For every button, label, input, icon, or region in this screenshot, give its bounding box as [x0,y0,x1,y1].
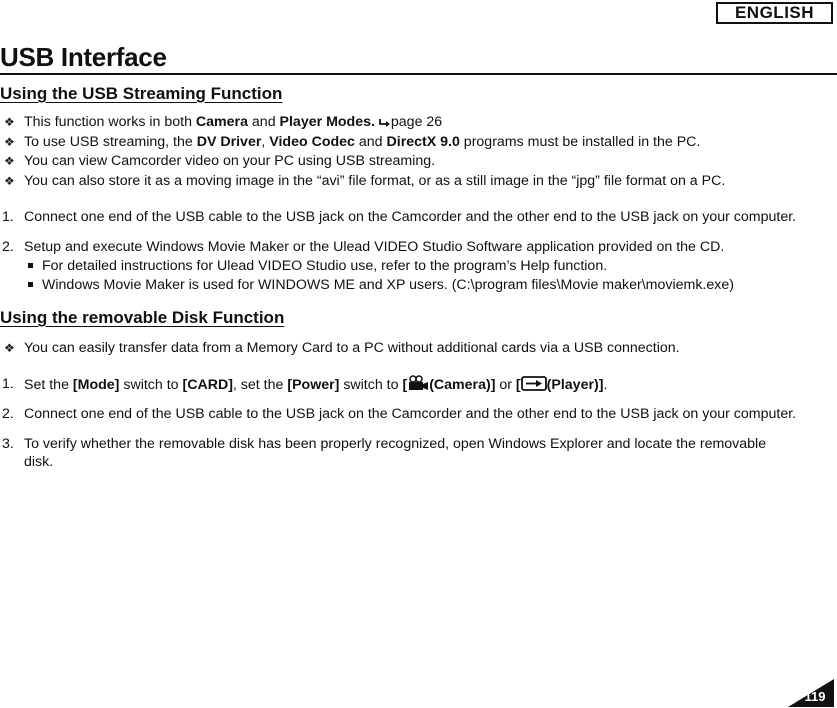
streaming-step-1: Connect one end of the USB cable to the USB jack on the Camcorder and the other end to the USB jack on your computer. [24,209,797,225]
streaming-subitem-1: For detailed instructions for Ulead VIDEO Studio use, refer to the program’s Help function. [42,258,608,274]
four-diamond-bullet-icon: ❖ [4,154,15,168]
step-number: 3. [2,436,14,452]
square-bullet-icon [28,263,33,268]
four-diamond-bullet-icon: ❖ [4,341,15,355]
player-icon [521,376,547,396]
step-number: 2. [2,239,14,255]
removable-bullet-1: You can easily transfer data from a Memory Card to a PC without additional cards via a USB connection. [24,340,680,356]
step-number: 1. [2,209,14,225]
removable-step-2: Connect one end of the USB cable to the USB jack on the Camcorder and the other end to the USB jack on your computer. [24,406,797,422]
title-rule [0,73,837,75]
page-title: USB Interface [0,42,167,72]
page-number: 119 [804,689,826,704]
step-number: 1. [2,376,14,392]
step-number: 2. [2,406,14,422]
streaming-subitem-2: Windows Movie Maker is used for WINDOWS ME and XP users. (C:\program files\Movie maker\moviemk.exe) [42,277,734,293]
removable-step-3-line-1: To verify whether the removable disk has been properly recognized, open Windows Explorer and locate the removable [24,436,767,452]
square-bullet-icon [28,282,33,287]
streaming-bullet-2: To use USB streaming, the DV Driver, Video Codec and DirectX 9.0 programs must be installed in the PC. [24,134,701,150]
removable-step-3-line-2: disk. [24,454,54,470]
section-heading-streaming: Using the USB Streaming Function [0,84,283,103]
camera-icon [407,375,429,396]
streaming-step-2: Setup and execute Windows Movie Maker or the Ulead VIDEO Studio Software application provided on the CD. [24,239,725,255]
four-diamond-bullet-icon: ❖ [4,174,15,188]
four-diamond-bullet-icon: ❖ [4,115,15,129]
streaming-bullet-1: This function works in both Camera and Player Modes. page 26 [24,113,442,133]
streaming-bullet-3: You can view Camcorder video on your PC using USB streaming. [24,153,436,169]
page-reference-arrow-icon [379,115,391,133]
four-diamond-bullet-icon: ❖ [4,135,15,149]
language-badge: ENGLISH [716,2,833,24]
removable-step-1: Set the [Mode] switch to [CARD], set the [Power] switch to [ (Camera)] or [ (Player)]. [24,375,607,396]
section-heading-removable: Using the removable Disk Function [0,308,285,327]
streaming-bullet-4: You can also store it as a moving image in the “avi” file format, or as a still image in the “jpg” file format on a PC. [24,173,726,189]
